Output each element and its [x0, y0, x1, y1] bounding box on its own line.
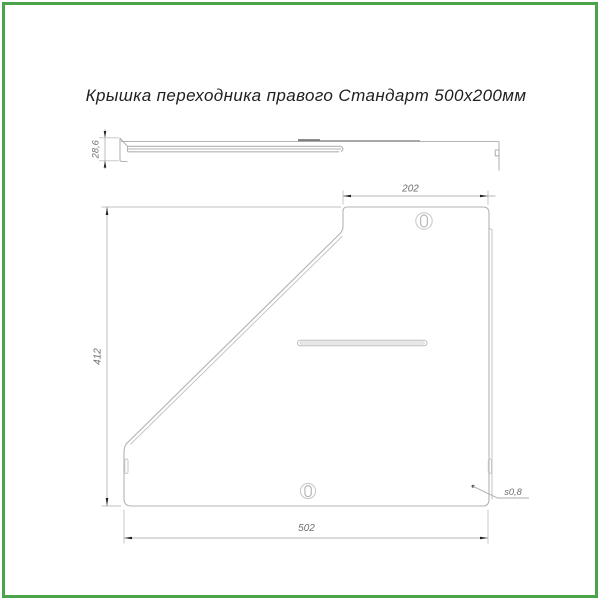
dim-ext-lines: [99, 138, 119, 161]
dim-top-width: [343, 184, 496, 206]
edge-notch-left: [125, 459, 128, 474]
dim-value-left-height: 412: [92, 348, 104, 365]
dim-arrow: [343, 195, 351, 198]
dim-arrow: [106, 207, 109, 215]
side-hem-cap: [341, 146, 343, 152]
screw-hole-top-inner: [421, 215, 428, 227]
dim-bottom-width: [124, 510, 488, 544]
plan-outline: [124, 207, 489, 506]
drawing-title: Крышка переходника правого Стандарт 500х200мм: [85, 86, 527, 105]
dim-arrow: [106, 498, 109, 506]
dim-value-top-width: 202: [402, 183, 419, 195]
dim-arrow: [124, 537, 132, 540]
dim-arrow: [480, 195, 488, 198]
screw-hole-bottom-inner: [305, 486, 311, 497]
side-hem-lines: [128, 146, 342, 152]
stiffening-slot-inner: [300, 342, 424, 344]
dim-left-height: [93, 207, 342, 506]
dim-value-thickness: s0,8: [504, 487, 522, 497]
plan-view: [124, 207, 492, 506]
dim-arrow: [480, 537, 488, 540]
dim-side-height: [91, 129, 120, 169]
side-right-hook: [495, 150, 499, 156]
edge-notch-right: [488, 459, 491, 474]
side-left-bevel: [121, 140, 128, 147]
dim-arrow: [104, 131, 107, 138]
side-profile-view: [120, 138, 499, 171]
dim-arrow: [104, 161, 107, 168]
stiffening-slot-outer: [298, 340, 428, 346]
dim-value-bottom-width: 502: [298, 523, 315, 534]
thickness-callout: [472, 485, 530, 498]
dim-ext-lines: [102, 207, 342, 506]
dim-value-side-height: 28,6: [90, 140, 101, 159]
